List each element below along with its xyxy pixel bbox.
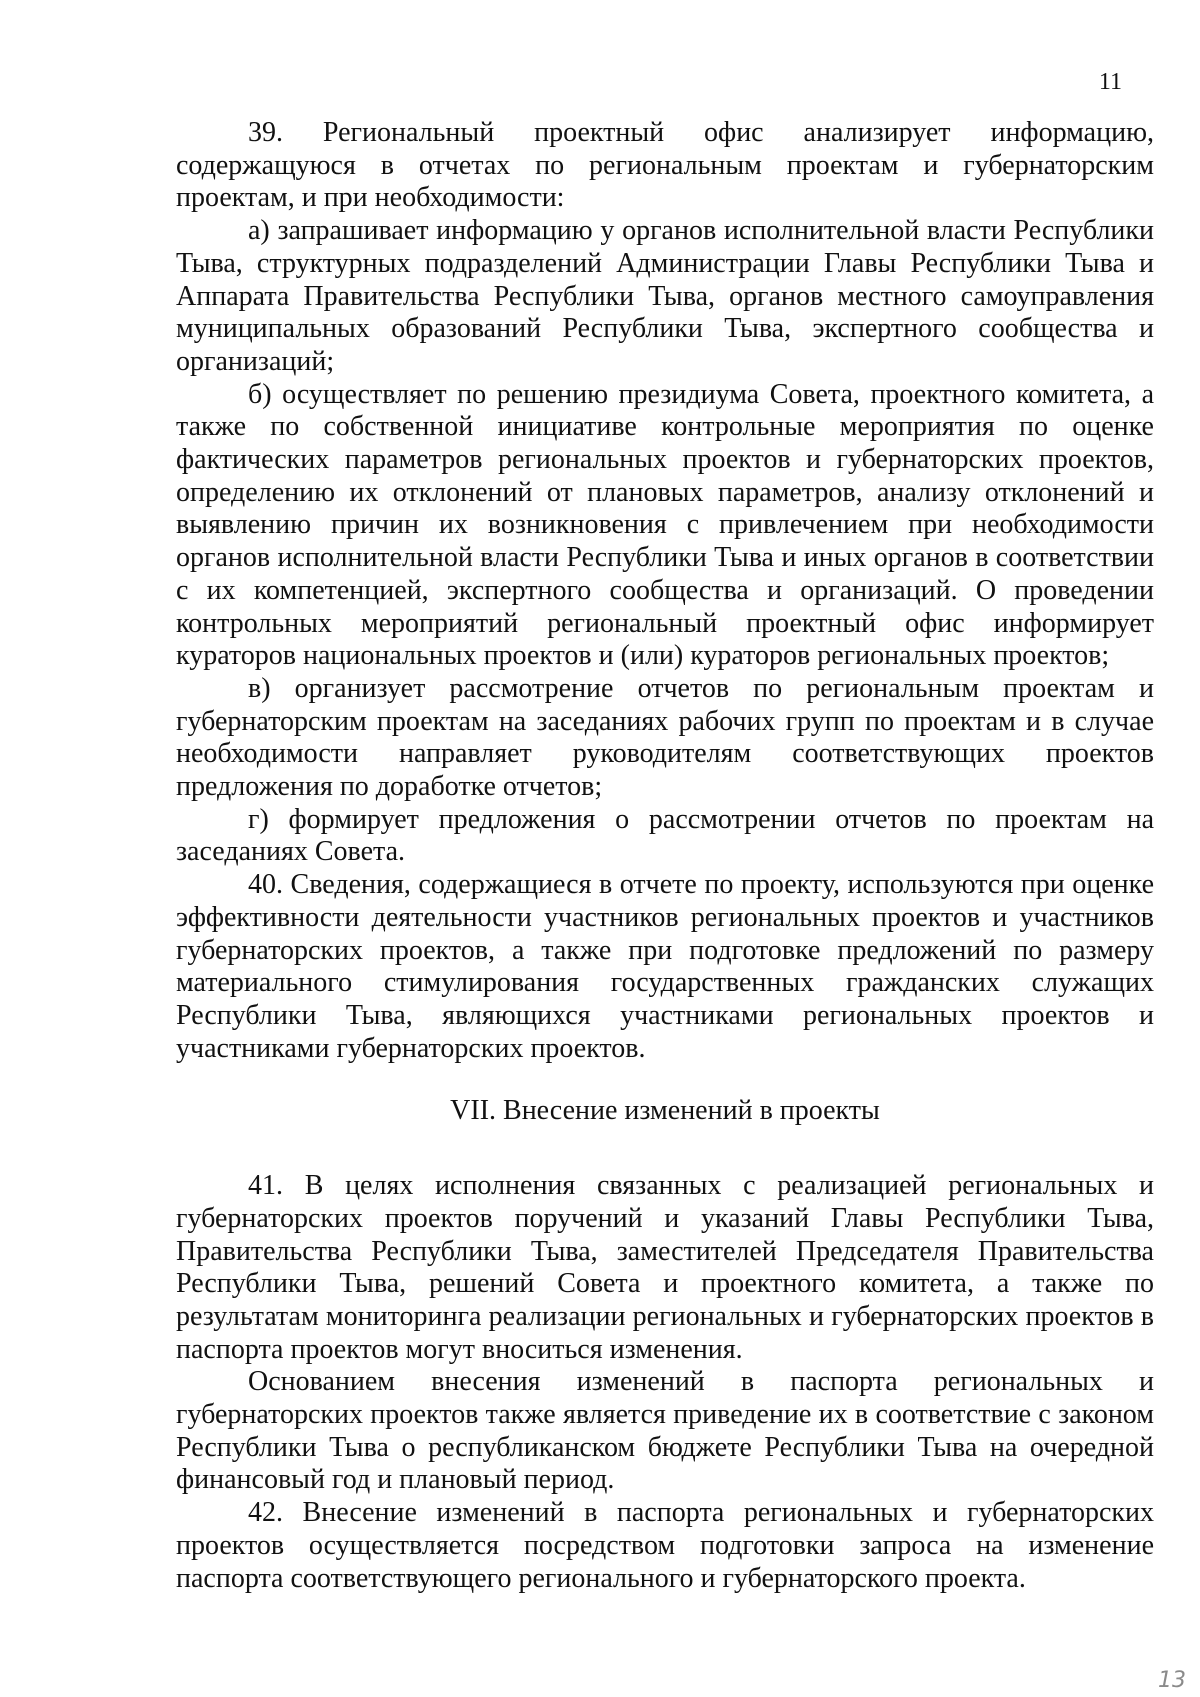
paragraph-39: 39. Региональный проектный офис анализирует информацию, содержащуюся в отчетах по региональным проектам и губернаторским проектам, и при необходимости: <box>176 117 1154 214</box>
paragraph-39-b: б) осуществляет по решению президиума Совета, проектного комитета, а также по собственной инициативе контрольные мероприятия по оценке фактических параметров региональных проектов и губернаторских проектов, определению их отклонений от плановых параметров, анализу отклонений и выявлению причин их возникновения с привлечением при необходимости органов исполнительной власти Республики Тыва и иных органов в соответствии с их компетенцией, экспертного сообщества и организаций. О проведении контрольных мероприятий региональный проектный офис информирует кураторов национальных проектов и (или) кураторов региональных проектов; <box>176 378 1154 672</box>
paragraph-41-basis: Основанием внесения изменений в паспорта региональных и губернаторских проектов также является приведение их в соответствие с законом Республики Тыва о республиканском бюджете Республики Тыва на очередной финансовый год и плановый период. <box>176 1366 1154 1496</box>
paragraph-40: 40. Сведения, содержащиеся в отчете по проекту, используются при оценке эффективности деятельности участников региональных проектов и участников губернаторских проектов, а также при подготовке предложений по размеру материального стимулирования государственных гражданских служащих Республики Тыва, являющихся участниками региональных проектов и участниками губернаторских проектов. <box>176 869 1154 1064</box>
section-heading-vii: VII. Внесение изменений в проекты <box>450 1095 880 1127</box>
paragraph-39-a: а) запрашивает информацию у органов исполнительной власти Республики Тыва, структурных подразделений Администрации Главы Республики Тыва и Аппарата Правительства Республики Тыва, органов местного самоуправления муниципальных образований Республики Тыва, экспертного сообщества и организаций; <box>176 215 1154 377</box>
paragraph-42: 42. Внесение изменений в паспорта региональных и губернаторских проектов осуществляется посредством подготовки запроса на изменение паспорта соответствующего регионального и губернаторского проекта. <box>176 1497 1154 1594</box>
document-body <box>176 117 1154 1595</box>
paragraph-41: 41. В целях исполнения связанных с реализацией региональных и губернаторских проектов поручений и указаний Главы Республики Тыва, Правительства Республики Тыва, заместителей Председателя Правительства Республики Тыва, решений Совета и проектного комитета, а также по результатам мониторинга реализации региональных и губернаторских проектов в паспорта проектов могут вноситься изменения. <box>176 1170 1154 1365</box>
page-number: 11 <box>1098 69 1122 95</box>
paragraph-39-g: г) формирует предложения о рассмотрении отчетов по проектам на заседаниях Совета. <box>176 803 1154 868</box>
paragraph-39-v: в) организует рассмотрение отчетов по региональным проектам и губернаторским проектам на заседаниях рабочих групп по проектам и в случае необходимости направляет руководителям соответствующих проектов предложения по доработке отчетов; <box>176 672 1154 803</box>
handwritten-page-mark: 13 <box>1158 1668 1186 1693</box>
